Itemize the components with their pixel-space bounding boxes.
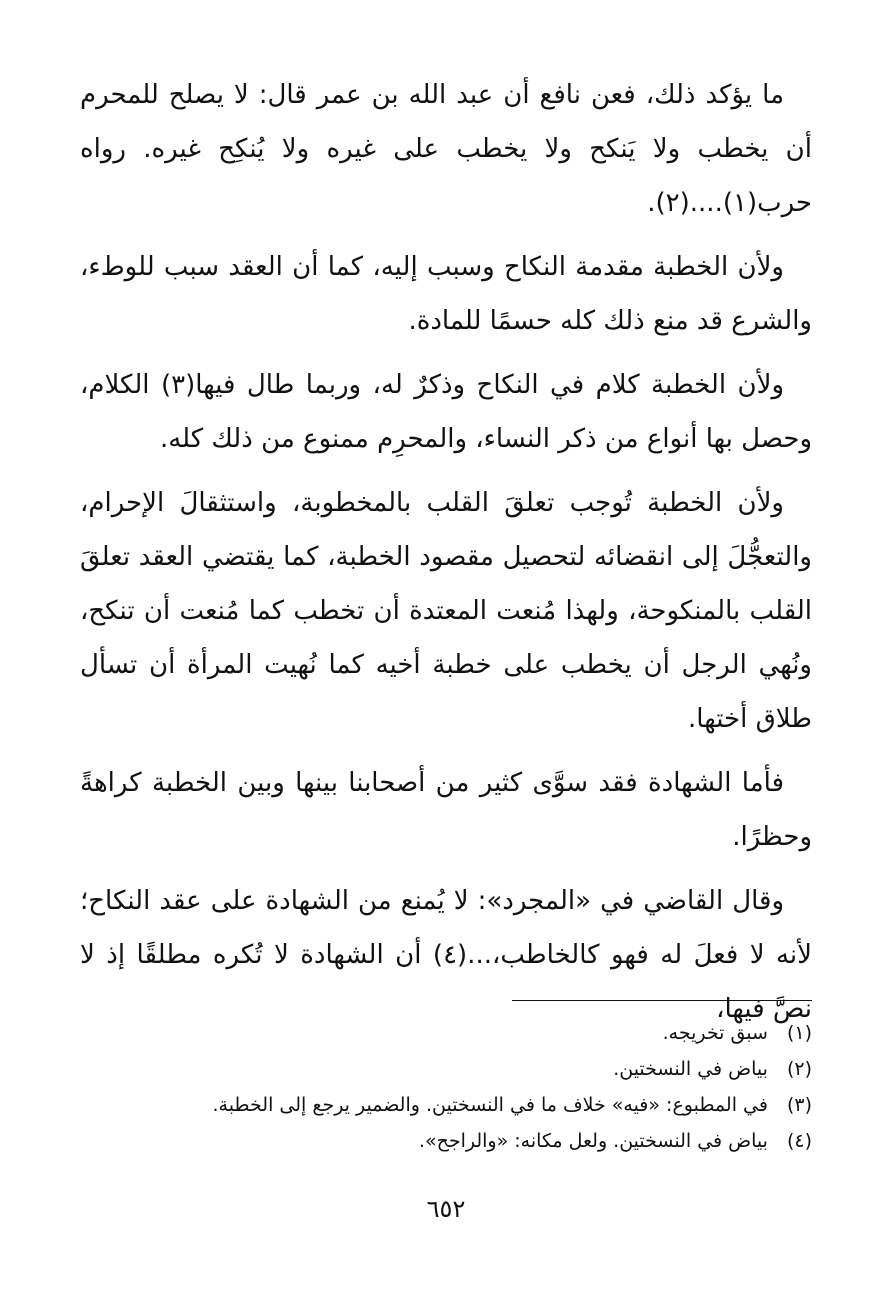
footnote-number: (١) (786, 1022, 812, 1044)
footnote-number: (٤) (786, 1130, 812, 1152)
page-number: ٦٥٢ (426, 1195, 466, 1223)
paragraph-4: ولأن الخطبة تُوجب تعلقَ القلب بالمخطوبة، واستثقالَ الإحرام، والتعجُّلَ إلى انقضائه لتحصيل مقصود الخطبة، كما يقتضي العقد تعلقَ القلب بالمنكوحة، ولهذا مُنعت المعتدة أن تخطب كما مُنعت أن تنكح، ونُهي الرجل أن يخطب على خطبة أخيه كما نُهيت المرأة أن تسأل طلاق أختها. (80, 488, 812, 734)
footnotes-section (80, 1000, 812, 1159)
footnote-list (80, 1015, 812, 1159)
footnote-separator (512, 1000, 812, 1001)
footnote-3 (80, 1087, 812, 1123)
footnote-4 (80, 1123, 812, 1159)
paragraph-2: ولأن الخطبة مقدمة النكاح وسبب إليه، كما أن العقد سبب للوطء، والشرع قد منع ذلك كله حسمًا للمادة. (80, 252, 812, 336)
footnote-1 (80, 1015, 812, 1051)
footnote-number: (٣) (786, 1094, 812, 1116)
main-text (80, 68, 812, 1036)
paragraph-1: ما يؤكد ذلك، فعن نافع أن عبد الله بن عمر قال: لا يصلح للمحرم أن يخطب ولا يَنكح ولا يخطب على غيره ولا يُنكِح غيره. رواه حرب(١)....(٢). (80, 80, 812, 218)
footnote-text: في المطبوع: «فيه» خلاف ما في النسختين. والضمير يرجع إلى الخطبة. (212, 1094, 768, 1116)
paragraph-5: فأما الشهادة فقد سوَّى كثير من أصحابنا بينها وبين الخطبة كراهةً وحظرًا. (80, 768, 812, 852)
footnote-number: (٢) (786, 1058, 812, 1080)
footnote-text: سبق تخريجه. (662, 1022, 768, 1044)
footnote-text: بياض في النسختين. ولعل مكانه: «والراجح». (418, 1130, 768, 1152)
footnote-2 (80, 1051, 812, 1087)
footnote-text: بياض في النسختين. (613, 1058, 768, 1080)
paragraph-6: وقال القاضي في «المجرد»: لا يُمنع من الشهادة على عقد النكاح؛ لأنه لا فعلَ له فهو كالخاطب،...(٤) أن الشهادة لا تُكره مطلقًا إذ لا نصَّ فيها، (80, 886, 812, 1024)
paragraph-3: ولأن الخطبة كلام في النكاح وذكرٌ له، وربما طال فيها(٣) الكلام، وحصل بها أنواع من ذكر النساء، والمحرِم ممنوع من ذلك كله. (80, 370, 812, 454)
